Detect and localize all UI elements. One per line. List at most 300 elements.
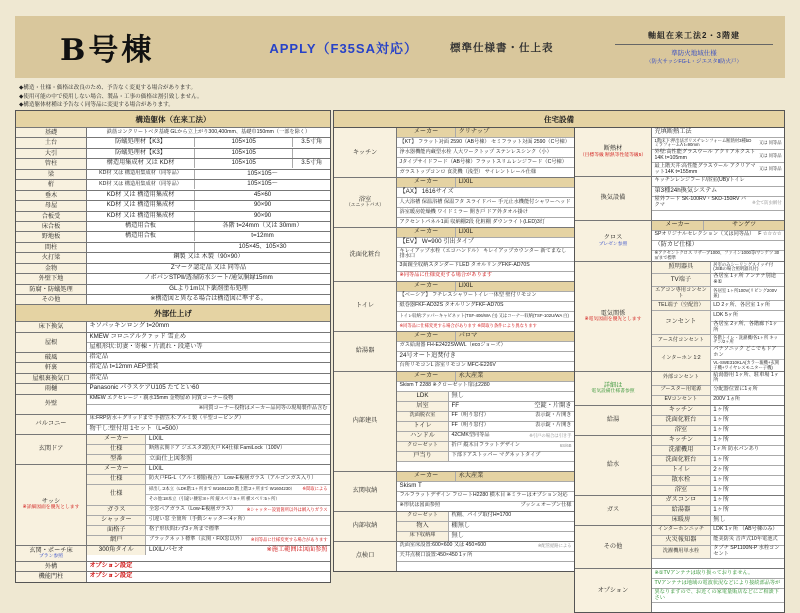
row-label-text: クロス <box>603 234 623 242</box>
spec-group <box>16 562 330 572</box>
spec-cell <box>711 506 784 515</box>
spec-cell <box>652 516 711 525</box>
spec-cell <box>711 406 784 415</box>
cell-text: 1ヶ所 <box>713 435 730 443</box>
spec-cell <box>711 456 784 465</box>
spec-rows <box>87 546 330 561</box>
cell-text: クローゼット <box>407 442 438 449</box>
row-label <box>334 512 397 541</box>
row-label <box>16 170 87 179</box>
cell-text: ※同質コーナー役物はメーカー品同等の現場製作品含む <box>198 405 328 412</box>
spec-row <box>87 191 330 200</box>
spec-cell <box>449 452 574 461</box>
spec-cell <box>456 128 574 137</box>
cell-text: 1ヶ所 <box>713 475 730 483</box>
spec-cell <box>146 465 330 474</box>
cell-note: 6S/6B <box>559 442 572 448</box>
cell-text: 105×105 <box>231 148 256 156</box>
cell-text: SPオリジナルセレクション（又は同等品） <box>654 231 755 238</box>
cell-text: 居室 <box>416 401 429 409</box>
spec-cell <box>146 526 330 535</box>
spec-row <box>87 274 330 283</box>
spec-group <box>16 170 330 180</box>
cell-text: （防カビ仕様） <box>654 240 698 248</box>
row-label <box>16 253 87 262</box>
spec-cell <box>146 506 330 515</box>
row-label-text: トイレ <box>355 302 375 310</box>
spec-cell <box>652 187 784 196</box>
row-label-note: （ユニットバス） <box>345 203 385 209</box>
spec-cell <box>397 198 574 207</box>
cell-text: 200V 1ヵ所 <box>713 396 741 403</box>
spec-cell <box>87 546 146 555</box>
cell-text: Zマーク認定品 又は 同等品 <box>170 263 247 271</box>
cell-text: GLより1m以下薬剤塗布処理 <box>169 284 248 292</box>
row-label-text: 土台 <box>44 139 58 147</box>
spec-row <box>652 426 784 435</box>
spec-cell <box>652 128 784 137</box>
spec-row <box>397 562 574 571</box>
spec-cell <box>146 455 330 464</box>
spec-cell <box>711 526 784 535</box>
spec-rows <box>87 159 330 168</box>
cell-text: 105×105 <box>231 159 256 167</box>
row-label <box>334 542 397 571</box>
spec-cell <box>652 569 784 578</box>
spec-rows <box>397 512 574 541</box>
spec-cell <box>397 302 574 311</box>
spec-group <box>16 201 330 211</box>
spec-cell <box>397 432 449 441</box>
spec-row <box>87 405 330 414</box>
spec-cell <box>195 201 330 210</box>
row-label-text: 破風 <box>44 353 58 361</box>
spec-rows <box>397 332 574 371</box>
spec-rows <box>87 232 330 241</box>
row-label <box>16 363 87 372</box>
spec-cell <box>397 228 456 237</box>
spec-group <box>16 274 330 284</box>
cell-text: 棚無し <box>451 521 471 529</box>
spec-group <box>575 569 784 612</box>
equipment-header: 住宅設備 <box>333 110 785 128</box>
spec-row <box>397 512 574 522</box>
spec-row <box>397 138 574 148</box>
cell-text: 1ヶ所 <box>713 495 730 503</box>
spec-row <box>652 221 784 231</box>
spec-cell <box>652 138 784 149</box>
row-label-text: 外壁下地 <box>38 275 64 283</box>
cell-text: ※同等品に仕様変更する場合があります ※間取り条件により異なります <box>399 322 537 328</box>
spec-cell <box>652 486 711 495</box>
spec-group <box>334 472 574 512</box>
spec-cell <box>195 232 330 241</box>
row-label <box>16 243 87 252</box>
spec-cell <box>87 384 330 393</box>
spec-row <box>87 201 330 210</box>
spec-cell <box>397 462 574 471</box>
spec-row <box>87 353 330 362</box>
cell-text: その他:18本立（引違い腰窓:8ヶ所 縦スベリ:5ヶ所 横スベリ:5ヶ所） <box>148 496 280 502</box>
spec-rows <box>652 569 784 612</box>
cell-text: 構造用合板 <box>125 221 156 229</box>
cell-text: 各居室 2ヶ所、各階廊下1ヶ所 <box>713 321 778 333</box>
spec-row <box>652 486 784 495</box>
spec-cell <box>87 128 330 137</box>
spec-cell <box>397 492 574 501</box>
spec-row <box>652 386 784 396</box>
spec-row <box>87 415 330 425</box>
spec-rows <box>87 363 330 372</box>
cell-text: 構造用合板 <box>125 232 156 240</box>
spec-cell <box>652 466 711 475</box>
cell-text: キレイアップ水栓（エコハンドル） キレイアップカウンター 新てまなし排水口 <box>399 247 567 260</box>
cell-text: ※構造図と異なる場合は構造図に準ずる。 <box>150 295 267 303</box>
spec-row <box>397 542 574 552</box>
row-label-text: 断熱材 <box>603 145 623 153</box>
spec-cell <box>397 312 574 321</box>
cell-text: 105×105～ <box>247 180 278 188</box>
spec-cell <box>397 392 449 401</box>
cell-text: 屋外フード SK-100RV・SKD-150RV バクマ <box>654 196 747 209</box>
row-label-text: 内部建具 <box>352 417 378 425</box>
spec-cell <box>456 372 574 381</box>
row-label <box>575 496 652 525</box>
spec-row <box>87 445 330 455</box>
spec-group <box>16 149 330 159</box>
row-label-text: 母屋 <box>44 202 58 210</box>
spec-rows <box>87 353 330 362</box>
spec-cell <box>652 150 784 163</box>
spec-row <box>652 516 784 525</box>
cell-text: 充填断熱工法 <box>654 128 692 136</box>
cell-text: 仕様 <box>110 444 123 452</box>
spec-row <box>87 506 330 516</box>
cell-text: 【EV】 W=900 引出タイプ <box>399 238 474 246</box>
spec-group <box>334 512 574 542</box>
spec-row <box>87 128 330 137</box>
spec-row <box>652 496 784 506</box>
row-label-text: 給湯 <box>606 416 620 424</box>
spec-cell <box>87 343 330 352</box>
spec-row <box>652 177 784 187</box>
cell-text: コンセント <box>665 318 697 326</box>
cell-text: LIXIL <box>458 228 474 236</box>
spec-group <box>16 415 330 435</box>
spec-cell <box>711 496 784 505</box>
spec-row <box>652 150 784 164</box>
spec-cell <box>652 251 784 262</box>
spec-cell <box>195 170 330 179</box>
cell-text: メーカー <box>413 471 439 479</box>
structure-table <box>15 110 331 583</box>
cell-text: インターホンニッチ <box>657 526 705 533</box>
spec-cell <box>652 526 711 535</box>
spec-row <box>397 282 574 292</box>
spec-cell <box>87 222 195 231</box>
cell-text: 最上階天井:高性能グラスウール アクリアマット14K t=155mm <box>654 162 756 175</box>
spec-cell <box>195 138 293 147</box>
cell-text: 3面鏡全収納スタンダードLED タオルリングFKF-AD70S <box>399 262 530 269</box>
product-name: APPLY（F35SA対応） <box>269 40 418 56</box>
row-label-text: 防腐・防蟻処理 <box>29 285 73 293</box>
row-label-text: 電気関係 <box>600 309 626 317</box>
spec-row <box>397 178 574 188</box>
cell-text: トイレ <box>413 421 432 429</box>
spec-row <box>397 522 574 532</box>
spec-cell <box>652 436 711 445</box>
spec-cell <box>397 512 449 521</box>
spec-row <box>652 128 784 138</box>
cell-text: クリナップ <box>458 128 490 136</box>
spec-row <box>397 248 574 262</box>
row-label <box>334 372 397 471</box>
row-label-text: 点検口 <box>355 552 375 560</box>
row-label-text: 火打梁 <box>41 254 61 262</box>
row-label-note: （目標等級 断熱等性能等級5） <box>579 152 647 158</box>
row-label-text: ガス <box>606 506 620 514</box>
spec-cell <box>87 159 195 168</box>
spec-group <box>575 372 784 406</box>
spec-row <box>397 372 574 382</box>
spec-cell <box>87 243 195 252</box>
spec-cell <box>397 282 456 291</box>
spec-cell <box>397 482 574 491</box>
cell-text: 枕棚、パイプ取付H=1700 <box>451 512 512 519</box>
spec-cell <box>293 149 330 158</box>
spec-cell <box>397 472 456 481</box>
cell-text: 物入 <box>416 521 429 529</box>
spec-group <box>16 546 330 562</box>
spec-row <box>397 452 574 462</box>
row-label-text: サッシ <box>41 498 61 506</box>
cell-text: 折戸 縦木目フラットデザイン <box>451 442 520 449</box>
row-label-text: 大引 <box>44 149 58 157</box>
cell-text: 断熱玄関ドア ジエスタ2防火戸 K4仕様 FamiLock（100V） <box>148 445 286 452</box>
spec-cell <box>87 506 146 515</box>
spec-cell <box>449 512 574 521</box>
spec-cell <box>397 158 574 167</box>
cell-text: 格子形状問わず3ヶ所まで標準 <box>148 526 220 533</box>
spec-row <box>652 262 784 274</box>
spec-cell <box>146 485 330 505</box>
spec-group <box>16 191 330 201</box>
spec-row <box>652 546 784 560</box>
construction-method: 軸組在来工法2・3階建 <box>615 30 773 45</box>
spec-row <box>652 589 784 603</box>
spec-cell <box>397 382 574 391</box>
spec-cell <box>87 445 146 454</box>
cell-text: 24号オート追焚付き <box>399 351 456 359</box>
cell-text: メーカー <box>665 220 690 228</box>
spec-cell <box>397 502 574 511</box>
spec-cell <box>456 228 574 237</box>
spec-group <box>16 264 330 274</box>
cell-text: 防火戸FG-L（アルミ樹脂複合） Low-E複層ガラス（アルゴンガス入り） <box>148 475 317 482</box>
row-label <box>16 159 87 168</box>
spec-row <box>397 228 574 238</box>
spec-cell <box>711 386 784 395</box>
cell-text: FF <box>451 401 460 409</box>
cell-text: メーカー <box>413 128 439 136</box>
cell-text: 洗面化粧台 <box>665 415 697 423</box>
cell-text: 居室のみシーリングスイッチ付(JSBの場合照明器具付) <box>713 261 774 272</box>
spec-stack-line <box>711 359 784 371</box>
spec-cell <box>87 274 330 283</box>
cell-text: アース付コンセント <box>657 336 705 343</box>
row-label-text: 垂木 <box>44 191 58 199</box>
cell-text: EVコンセント <box>664 396 698 403</box>
cell-text: フルフラットデザイン フロートH2280 横木目 ※ミラーはオプション対応 <box>399 492 568 499</box>
row-label <box>334 178 397 227</box>
spec-group <box>575 526 784 570</box>
row-label-text: 軒裏 <box>44 364 58 372</box>
cell-text: キッチン <box>668 405 694 413</box>
spec-cell <box>652 372 711 385</box>
cell-text: TVアンテナは地域の電波状況などにより接続部品等が <box>654 579 781 586</box>
spec-cell <box>87 516 146 525</box>
row-label-text: 給水 <box>606 461 620 469</box>
spec-cell <box>87 138 195 147</box>
spec-rows <box>87 395 330 414</box>
row-label-text: 玄関・ポーチ床 <box>29 546 73 554</box>
spec-cell <box>87 562 330 571</box>
spec-group <box>334 282 574 332</box>
cell-text: KD材 又は 構造用集成材 <box>106 211 175 219</box>
row-label <box>334 228 397 281</box>
spec-cell <box>87 526 146 535</box>
spec-rows <box>397 228 574 281</box>
building-title: B号棟 <box>60 33 155 68</box>
spec-stack-line <box>711 321 784 335</box>
spec-cell <box>711 347 784 371</box>
spec-cell <box>652 546 711 559</box>
cell-text: 各居室 1ヶ所 アンテナ別途※① <box>713 273 776 286</box>
spec-row <box>397 382 574 392</box>
spec-group <box>16 285 330 295</box>
spec-rows <box>87 374 330 383</box>
spec-cell <box>449 532 574 541</box>
spec-group <box>334 542 574 571</box>
row-label-text: 管柱 <box>44 160 58 168</box>
row-label <box>16 333 87 352</box>
spec-cell <box>652 536 711 545</box>
spec-row <box>397 188 574 198</box>
cell-text: 天井点検口設置:450×450 1ヶ所 <box>399 552 473 559</box>
spec-cell <box>652 231 784 240</box>
spec-rows <box>652 128 784 176</box>
spec-row <box>397 412 574 422</box>
spec-rows <box>87 415 330 434</box>
row-label <box>16 415 87 434</box>
spec-row <box>87 546 330 555</box>
spec-rows <box>87 253 330 262</box>
cell-text: ガラストップコンロ 食洗機（浅型） サイレントレール仕様 <box>399 168 537 175</box>
spec-cell <box>87 253 330 262</box>
row-label <box>16 546 87 561</box>
spec-tables <box>15 110 785 613</box>
spec-cell <box>711 476 784 485</box>
spec-row <box>87 212 330 221</box>
spec-cell <box>87 212 195 221</box>
cell-note: ※シャッター設置箇所以外は網入りガラス <box>246 506 328 512</box>
sheet-title: 標準仕様書・仕上表 <box>449 41 554 54</box>
spec-row <box>87 572 330 581</box>
spec-cell <box>87 465 146 474</box>
spec-row <box>397 302 574 312</box>
cell-text: 洗濯機用単水栓 <box>662 548 700 555</box>
spec-row <box>652 335 784 347</box>
fire-spec-detail: （防火サッシFG-L・ジエスタⅡ防火戸） <box>646 58 742 65</box>
spec-group <box>334 228 574 282</box>
cell-text: 1階床下:押出法ポリスチレンフォーム断熱材3種bD ミラフォームΛ t=90mm <box>654 137 752 148</box>
cell-note: ※間取による <box>302 485 328 491</box>
spec-cell <box>397 532 449 541</box>
cell-note: 表示錠・片開き <box>535 412 572 419</box>
spec-cell <box>652 603 784 612</box>
spec-row <box>652 603 784 612</box>
spec-group <box>16 363 330 373</box>
spec-row <box>397 432 574 442</box>
cell-text: LIXIL <box>148 464 164 472</box>
spec-row <box>87 395 330 405</box>
spec-cell <box>652 335 711 346</box>
spec-row <box>87 485 330 506</box>
cell-text: 無し <box>451 391 464 399</box>
spec-row <box>87 159 330 168</box>
spec-row <box>652 436 784 446</box>
spec-cell <box>397 412 449 421</box>
spec-group <box>575 221 784 263</box>
spec-row <box>397 442 574 452</box>
spec-cell <box>652 262 711 273</box>
spec-group <box>16 253 330 263</box>
cell-note: 空錠・片開き <box>534 401 572 409</box>
spec-row <box>652 372 784 386</box>
spec-cell <box>87 455 146 464</box>
cell-text: 仕様 <box>110 474 123 482</box>
row-label <box>16 395 87 414</box>
row-label <box>16 212 87 221</box>
spec-cell <box>652 396 711 405</box>
cell-text: メーカー <box>413 228 439 236</box>
spec-cell <box>456 332 574 341</box>
section-header: 構造躯体（在来工法） <box>16 111 330 128</box>
cell-text: 永大産業 <box>458 371 484 379</box>
spec-row <box>397 332 574 342</box>
spec-cell <box>652 416 711 425</box>
cell-text: タブチ SP1100N-P 水栓コンセント <box>713 545 780 557</box>
row-label-text: その他 <box>41 296 61 303</box>
spec-row <box>87 363 330 372</box>
cell-text: 屋根形状:切妻・寄棟・片流れ・段違い等 <box>89 342 203 350</box>
spec-row <box>397 322 574 331</box>
spec-row <box>397 292 574 302</box>
row-label-text: 合板受 <box>41 212 61 220</box>
row-label <box>575 221 652 262</box>
spec-cell <box>397 452 449 461</box>
row-label <box>16 353 87 362</box>
row-label <box>16 274 87 283</box>
cell-text: 紙巻器FKF-AD32S タオルリングFKF-AD70S <box>399 302 504 309</box>
spec-cell <box>397 522 449 531</box>
spec-cell <box>652 406 711 415</box>
spec-group <box>334 372 574 472</box>
cell-text: LDK 1ヶ所 （AB号棟のみ） <box>713 526 778 533</box>
spec-row <box>397 218 574 227</box>
row-label <box>575 406 652 435</box>
cell-text: 1ヶ所 <box>713 455 730 463</box>
